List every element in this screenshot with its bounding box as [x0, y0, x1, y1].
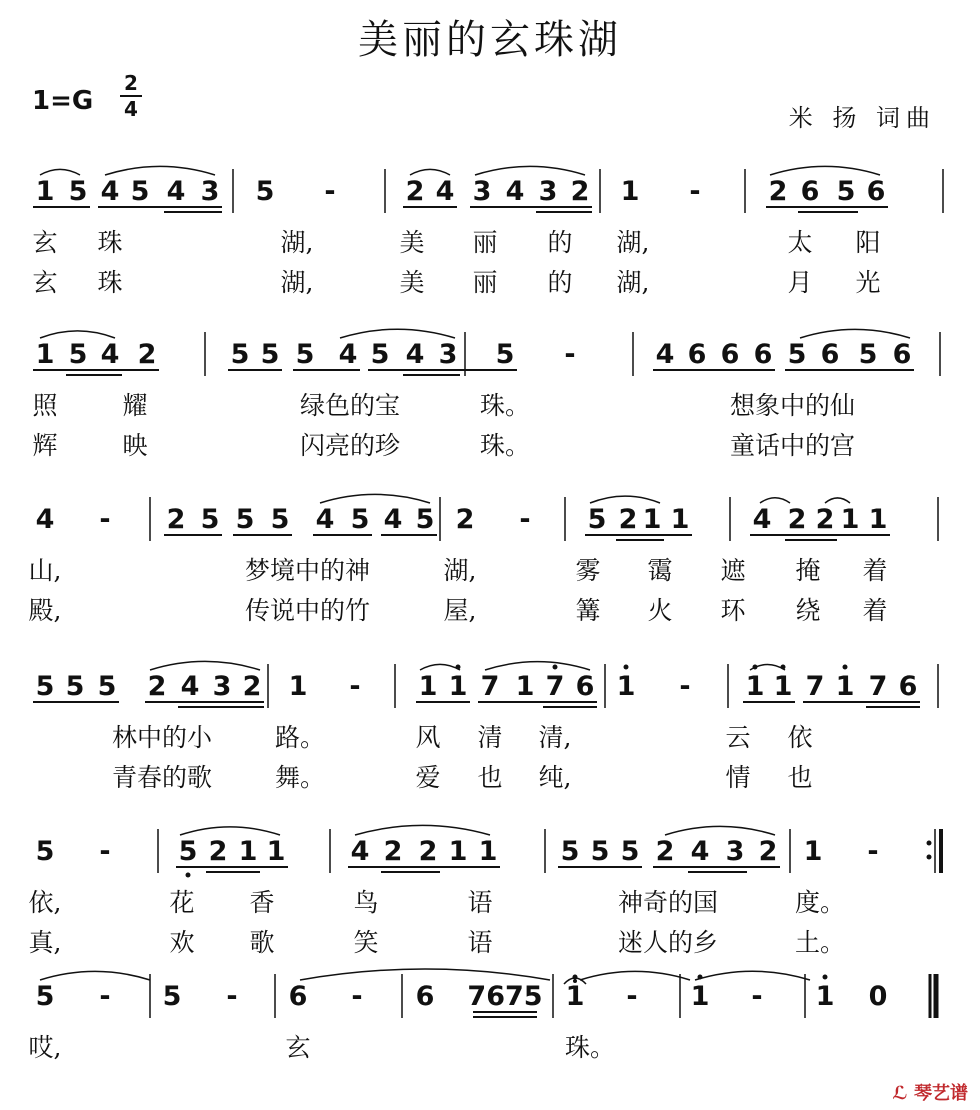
score-system-5 [0, 815, 980, 965]
note: 2 [418, 836, 438, 867]
note: 1 [238, 836, 258, 867]
slur [105, 166, 215, 175]
note: 1 [448, 836, 468, 867]
lyric-syllable: 花 [169, 888, 195, 917]
lyric-syllable: 丽 [472, 268, 498, 297]
note: 5 [587, 504, 607, 535]
slur [40, 331, 115, 338]
time-top: 2 [124, 71, 138, 95]
slur [665, 826, 775, 835]
note: 6 [687, 339, 707, 370]
lyrics-verse-2 [0, 591, 980, 625]
slur [150, 661, 260, 670]
note: 5 [65, 671, 85, 702]
note: 4 [100, 176, 120, 207]
lyric-syllable: 珠 [97, 228, 123, 257]
lyric-syllable: 歌 [249, 928, 275, 957]
note: 2 [383, 836, 403, 867]
note: 1 [690, 981, 710, 1012]
note: 4 [338, 339, 358, 370]
note: 2 [455, 504, 475, 535]
note: 4 [100, 339, 120, 370]
slur [180, 827, 280, 835]
note: 5 [68, 176, 88, 207]
slur [320, 494, 430, 503]
lyric-syllable: 绕 [795, 596, 821, 625]
note: 5 [495, 339, 515, 370]
lyric-syllable: 清 [477, 723, 503, 752]
note-extension: - [689, 176, 701, 207]
lyrics-verse-1 [0, 1028, 980, 1062]
note: 5 [350, 504, 370, 535]
lyrics-verse-2 [0, 923, 980, 957]
lyric-syllable: 丽 [472, 228, 498, 257]
lyric-syllable: 着 [862, 596, 888, 625]
note: 4 [752, 504, 772, 535]
lyric-syllable: 想象中的仙 [730, 391, 856, 420]
note: 7 [545, 671, 565, 702]
note: 4 [315, 504, 335, 535]
lyric-syllable: 语 [467, 928, 493, 957]
note: 1 [745, 671, 765, 702]
lyric-syllable: 迷人的乡 [618, 928, 719, 957]
lyric-syllable: 映 [122, 431, 148, 460]
note-extension: - [226, 981, 238, 1012]
note: 3 [438, 339, 458, 370]
slur [770, 166, 880, 175]
lyric-syllable: 童话中的宫 [730, 431, 856, 460]
note: 6 [288, 981, 308, 1012]
note: 5 [200, 504, 220, 535]
slur [340, 329, 455, 338]
note: 1 [448, 671, 468, 702]
lyrics-verse-1 [0, 386, 980, 420]
octave-dot-above [823, 975, 828, 980]
lyric-syllable: 闪亮的珍 [300, 431, 401, 460]
lyric-syllable: 照 [32, 391, 58, 420]
note: 1 [515, 671, 535, 702]
octave-dot-above [624, 665, 629, 670]
note: 6 [575, 671, 595, 702]
note: 1 [288, 671, 308, 702]
lyric-syllable: 雾 [575, 556, 601, 585]
lyrics-verse-2 [0, 758, 980, 792]
note: 3 [538, 176, 558, 207]
note: 5 [230, 339, 250, 370]
note: 5 [68, 339, 88, 370]
note: 2 [242, 671, 262, 702]
time-bottom: 4 [124, 97, 138, 121]
note: 1 [840, 504, 860, 535]
lyric-syllable: 殿, [28, 596, 62, 625]
note: 5 [858, 339, 878, 370]
lyric-syllable: 青春的歌 [112, 763, 213, 792]
lyric-syllable: 遮 [720, 556, 746, 585]
lyrics-verse-2 [0, 1068, 980, 1098]
score-system-1 [0, 155, 980, 305]
note: 1 [642, 504, 662, 535]
lyric-syllable: 绿色的宝 [300, 391, 401, 420]
note: 5 [162, 981, 182, 1012]
lyric-syllable: 情 [725, 763, 751, 792]
note: 2 [405, 176, 425, 207]
lyric-syllable: 篝 [575, 596, 601, 625]
lyric-syllable: 美 [399, 268, 425, 297]
note: 4 [435, 176, 455, 207]
note: 5 [35, 671, 55, 702]
note: 1 [773, 671, 793, 702]
note: 2 [815, 504, 835, 535]
lyric-syllable: 湖, [616, 268, 650, 297]
lyrics-verse-2 [0, 426, 980, 460]
octave-dot-above [843, 665, 848, 670]
note: 6 [800, 176, 820, 207]
note: 5 [97, 671, 117, 702]
score-system-4 [0, 650, 980, 800]
note: 1 [616, 671, 636, 702]
octave-dot-below [186, 873, 191, 878]
lyric-syllable: 月 [787, 268, 813, 297]
lyric-syllable: 的 [547, 268, 573, 297]
note: 2 [570, 176, 590, 207]
note: 5 [35, 836, 55, 867]
note: 2 [758, 836, 778, 867]
score-system-3 [0, 483, 980, 633]
lyrics-verse-1 [0, 223, 980, 257]
note: 4 [383, 504, 403, 535]
octave-dot-above [753, 665, 758, 670]
note-extension: - [519, 504, 531, 535]
note: 6 [753, 339, 773, 370]
watermark-icon: ℒ [892, 1083, 908, 1104]
lyric-syllable: 土。 [794, 928, 846, 957]
lyric-syllable: 依, [28, 888, 62, 917]
lyric-syllable: 神奇的国 [618, 888, 719, 917]
slur [420, 664, 460, 670]
note: 2 [166, 504, 186, 535]
note: 7 [480, 671, 500, 702]
repeat-dot [927, 855, 932, 860]
note: 5 [130, 176, 150, 207]
note: 7675 [467, 981, 543, 1012]
lyric-syllable: 珠 [97, 268, 123, 297]
note: 5 [35, 981, 55, 1012]
note: 4 [405, 339, 425, 370]
lyric-syllable: 的 [547, 228, 573, 257]
slur [485, 662, 590, 670]
note: 2 [208, 836, 228, 867]
note: 3 [725, 836, 745, 867]
note: 6 [898, 671, 918, 702]
note: 5 [836, 176, 856, 207]
lyrics-verse-1 [0, 551, 980, 585]
note: 4 [35, 504, 55, 535]
lyric-syllable: 度。 [794, 888, 846, 917]
note: 1 [478, 836, 498, 867]
lyric-syllable: 湖, [280, 268, 314, 297]
note: 0 [868, 981, 888, 1012]
lyric-syllable: 欢 [169, 928, 195, 957]
slur [40, 971, 150, 980]
lyrics-verse-1 [0, 718, 980, 752]
note: 4 [655, 339, 675, 370]
lyric-syllable: 舞。 [274, 763, 326, 792]
repeat-dot [927, 841, 932, 846]
note: 2 [655, 836, 675, 867]
lyric-syllable: 传说中的竹 [245, 596, 371, 625]
note: 1 [803, 836, 823, 867]
note: 4 [505, 176, 525, 207]
note: 5 [235, 504, 255, 535]
lyric-syllable: 哎, [28, 1033, 62, 1062]
lyric-syllable: 火 [647, 596, 673, 625]
note: 5 [787, 339, 807, 370]
lyric-syllable: 珠。 [479, 391, 531, 420]
lyric-syllable: 纯, [538, 763, 572, 792]
note: 5 [370, 339, 390, 370]
note-extension: - [99, 981, 111, 1012]
note: 1 [670, 504, 690, 535]
lyric-syllable: 耀 [122, 391, 148, 420]
lyric-syllable: 环 [720, 596, 746, 625]
note: 5 [178, 836, 198, 867]
lyric-syllable: 湖, [280, 228, 314, 257]
score-system-2 [0, 318, 980, 468]
note: 5 [255, 176, 275, 207]
note: 6 [415, 981, 435, 1012]
octave-dot-above [698, 975, 703, 980]
note: 5 [560, 836, 580, 867]
note-extension: - [867, 836, 879, 867]
lyric-syllable: 清, [538, 723, 572, 752]
lyric-syllable: 云 [725, 723, 751, 752]
watermark-text: 琴艺谱 [914, 1083, 968, 1104]
note-extension: - [351, 981, 363, 1012]
lyrics-verse-1 [0, 883, 980, 917]
slur [40, 169, 80, 175]
note-extension: - [99, 504, 111, 535]
lyric-syllable: 香 [249, 888, 275, 917]
lyric-syllable: 着 [862, 556, 888, 585]
lyric-syllable: 珠。 [564, 1033, 616, 1062]
score-system-6 [0, 960, 980, 1110]
lyric-syllable: 也 [787, 763, 813, 792]
octave-dot-above [553, 665, 558, 670]
note: 3 [212, 671, 232, 702]
slur [300, 969, 550, 980]
note: 1 [418, 671, 438, 702]
lyric-syllable: 风 [415, 723, 441, 752]
lyric-syllable: 林中的小 [112, 723, 213, 752]
lyric-syllable: 阳 [855, 228, 881, 257]
note: 1 [35, 176, 55, 207]
slur [760, 498, 790, 503]
note: 5 [415, 504, 435, 535]
note: 5 [260, 339, 280, 370]
note-extension: - [99, 836, 111, 867]
lyric-syllable: 屋, [443, 596, 477, 625]
lyric-syllable: 语 [467, 888, 493, 917]
note: 6 [820, 339, 840, 370]
lyric-syllable: 玄 [285, 1033, 311, 1062]
lyric-syllable: 美 [399, 228, 425, 257]
slur [825, 498, 850, 503]
time-signature [118, 72, 144, 120]
watermark-logo [892, 1079, 968, 1105]
note: 3 [472, 176, 492, 207]
slur [695, 971, 810, 980]
note: 4 [350, 836, 370, 867]
note: 2 [137, 339, 157, 370]
note: 1 [565, 981, 585, 1012]
note: 2 [618, 504, 638, 535]
octave-dot-above [781, 665, 786, 670]
lyric-syllable: 梦境中的神 [245, 556, 371, 585]
slur [590, 496, 660, 503]
note: 3 [200, 176, 220, 207]
note: 1 [835, 671, 855, 702]
lyric-syllable: 玄 [32, 228, 58, 257]
note-extension: - [626, 981, 638, 1012]
lyric-syllable: 玄 [32, 268, 58, 297]
note: 6 [866, 176, 886, 207]
note-extension: - [751, 981, 763, 1012]
note: 4 [166, 176, 186, 207]
note: 2 [768, 176, 788, 207]
key-signature: 1=G [32, 86, 94, 116]
composer-credit: 米 扬 词曲 [788, 104, 936, 132]
song-title: 美丽的玄珠湖 [358, 17, 622, 63]
note: 7 [805, 671, 825, 702]
lyric-syllable: 太 [787, 228, 813, 257]
note: 4 [180, 671, 200, 702]
note: 2 [787, 504, 807, 535]
lyrics-verse-2 [0, 263, 980, 297]
lyric-syllable: 依 [787, 723, 813, 752]
note: 1 [35, 339, 55, 370]
note: 6 [892, 339, 912, 370]
note-extension: - [349, 671, 361, 702]
note: 7 [868, 671, 888, 702]
lyric-syllable: 珠。 [479, 431, 531, 460]
lyric-syllable: 霭 [647, 556, 673, 585]
note: 5 [620, 836, 640, 867]
lyric-syllable: 真, [28, 928, 62, 957]
lyric-syllable: 辉 [32, 431, 58, 460]
note: 5 [270, 504, 290, 535]
lyric-syllable: 也 [477, 763, 503, 792]
note: 1 [266, 836, 286, 867]
note: 1 [620, 176, 640, 207]
lyric-syllable: 湖, [616, 228, 650, 257]
lyric-syllable: 掩 [795, 556, 821, 585]
lyric-syllable: 湖, [443, 556, 477, 585]
note-extension: - [679, 671, 691, 702]
octave-dot-above [456, 665, 461, 670]
note: 4 [690, 836, 710, 867]
note-extension: - [564, 339, 576, 370]
note: 1 [868, 504, 888, 535]
note-extension: - [324, 176, 336, 207]
note: 1 [815, 981, 835, 1012]
slur [410, 169, 450, 175]
note: 2 [147, 671, 167, 702]
lyric-syllable: 山, [28, 556, 62, 585]
lyric-syllable: 笑 [353, 928, 379, 957]
lyric-syllable: 鸟 [353, 888, 379, 917]
slur [800, 329, 910, 338]
slur [475, 166, 585, 175]
lyric-syllable: 爱 [415, 763, 441, 792]
lyric-syllable: 光 [855, 268, 881, 297]
note: 5 [295, 339, 315, 370]
note: 6 [720, 339, 740, 370]
note: 5 [590, 836, 610, 867]
slur [580, 971, 690, 980]
slur [355, 825, 490, 835]
lyric-syllable: 路。 [274, 723, 326, 752]
